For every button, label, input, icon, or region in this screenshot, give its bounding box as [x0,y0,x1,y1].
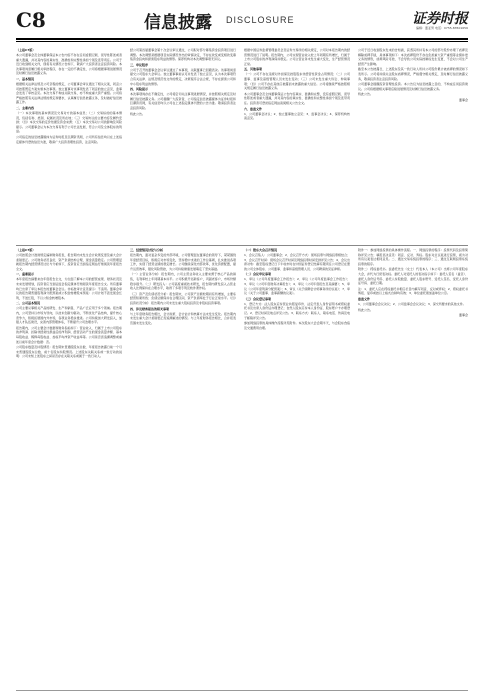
paragraph: 根据相关法律法规及公司章程的规定，公司董事会审议通过了相关议案，同意公司按照既定方案实施本次事项。独立董事对该事项发表了同意的独立意见，监事会发表了审核意见。本次交易不构成关联交易，亦不构成重大资产重组。公司将严格按照有关法律法规的规定和要求，认真履行信息披露义务，及时做好信息披露工作。 [16,81,122,105]
edition-meta: 编辑：董亚男 电话：0755-83501656 [416,26,468,30]
page-number: C8 [16,8,46,32]
paragraph: 本公司董事会及全体董事保证公告内容真实、准确和完整，没有虚假记载、误导性陈述或者重大遗漏，并对其内容的真实性、准确性和完整性承担个别及连带责任。投资者可登录指定网站查阅相关公告全文。 [244,91,350,105]
paragraph: 特此公告。 [358,307,374,312]
paragraph: 参加网络投票的具体操作流程详见附件。本次股东大会会期半天，与会股东食宿及交通费用自理。 [244,321,350,330]
section-heading: 一、基本情况 [16,76,35,81]
section-heading: （二）会议审议事项 [244,272,272,277]
signature: 董事会 [458,97,468,102]
paragraph: （一）本次事项的基本情况及交易对方的基本信息；（二）交易标的的基本情况，包括名称、类别、权属状况及所在地；（三）交易协议的主要内容及履约安排；（四）本次交易的定价依据及资金来源；（五）本次交易对公司的影响及风险提示。公司董事会认为本次交易有利于公司长远发展，符合公司及全体股东的利益。 [16,110,122,134]
paragraph: （三）资产及负债状况分析：报告期末，公司资产总额较期初有所增加，主要系经营积累所致；负债总额保持在合理区间，资产负债率处于行业正常水平。（四）投资状况分析：报告期内公司未发生重大股权投资及非股权投资事项。 [130,291,236,305]
paragraph: 公司于召开的董事会会议审议通过了本事项，关联董事已回避表决。该事项尚需提交公司股东大会审议。独立董事事前认可并发表了独立意见，认为本次事项符合有关法律、法规及规范性文件的规定，决策程序合法合规，不存在损害公司和中小股东利益的情形。 [130,67,236,86]
paragraph: 1、会议召集人：公司董事会；2、会议召开方式：现场投票与网络投票相结合；3、会议召开时间：现场会议召开时间及网络投票时间安排详见公告；4、会议出席对象：截至股权登记日下午收市时在中国证券登记结算有限责任公司登记在册的公司全体股东、公司董事、监事和高级管理人员、公司聘请的见证律师。 [244,253,350,271]
paragraph: 1、公司董事会决议；2、独立董事独立意见；3、监事会决议；4、保荐机构核查意见。 [244,111,350,121]
paragraph: （一）公司不存在违规对外担保及控股股东非经营性资金占用情况；（二）公司董事、监事及高级管理人员未发生变动；（三）公司未发生重大诉讼、仲裁事项；（四）公司不存在其他应披露而未披露的重大信息。公司将继续严格按照相关规定履行信息披露义务。 [244,72,350,91]
paragraph: 经公司第四届董事会第十次会议审议通过，公司拟对部分募集资金投资项目进行调整。本次调整是根据项目实际情况作出的审慎决定，不存在改变或变相改变募集资金投向和损害股东利益的情形。保荐机构对本次调整事项无异议。 [130,48,236,62]
column [358,48,468,244]
block-divider [16,245,468,246]
section-heading: （一）股东大会召开情况 [244,248,278,252]
section-heading: 三、经营情况讨论与分析 [130,248,164,252]
section-heading: 四、风险提示 [130,87,149,92]
section-heading: 五、其他事项 [244,67,263,72]
column [16,48,122,244]
signature: 董事会 [458,313,468,318]
section-heading: 四、涉及财务报告的相关事项 [130,306,170,311]
newspaper-logo: 证券时报 [412,11,468,27]
paragraph: 公司董事会提醒投资者理性投资。本公告仅为信息披露之目的，不构成任何投资建议。公司将根据相关事项后续进展情况及时履行信息披露义务。 [358,82,468,91]
section-heading: 六、备查文件 [244,106,263,111]
paragraph: 1、登记方式：法人股东应持营业执照复印件、法定代表人身份证明书或授权委托书及出席人身份证办理登记；自然人股东应持本人身份证、股东账户卡办理登记。2、登记时间及地点详见公告。3、联系方式：联系人、联系电话、传真及电子邮箱详见公告。 [244,301,350,320]
paragraph: 本年度报告摘要来自年度报告全文，为全面了解本公司的经营成果、财务状况及未来发展规划，投资者应当到证监会指定媒体仔细阅读年度报告全文。所有董事均已出席了审议本报告的董事会会议。非标准审计意见提示：不适用。董事会审议的报告期普通股利润分配预案或公积金转增股本预案：公司计划不派发现金红利，不送红股，不以公积金转增股本。 [16,277,122,300]
paragraph: 附件一：参加网络投票的具体操作流程。一、网络投票的程序：投票代码及投票简称详见公告；填报表决意见：同意、反对、弃权。股东对总议案进行投票，视为对所有议案表达相同意见。二、通过交易系统投票的程序；三、通过互联网投票系统投票的程序。 [358,248,468,266]
paragraph: （一）主营业务分析：报告期内，公司主营业务收入主要来源于核心产品的销售，毛利率较上年同期基本持平。公司积极开拓新客户，巩固老客户，市场份额稳步提升。（二）研发投入：公司高度重视技术研发，报告期内研发投入占营业收入比例保持在合理水平，取得了多项专利及软件著作权。 [130,272,236,291]
masthead [16,8,468,38]
continuation-tag: （上接C7版） [16,248,36,252]
paragraph: 公司指定的信息披露媒体为证券时报及巨潮资讯网，公司所有信息均以在上述指定媒体刊登的信息为准，敬请广大投资者理性投资，注意风险。 [16,134,122,144]
paragraph: 1、公司董事会会议决议；2、公司监事会会议决议；3、深交所要求的其他文件。 [358,301,466,306]
announcement-block-top [16,48,468,244]
section-heading: 一、重要提示 [16,272,35,277]
paragraph: 1、审议《公司年度董事会工作报告》；2、审议《公司年度监事会工作报告》；3、审议《公司年度财务决算报告》；4、审议《公司年度报告及其摘要》；5、审议《公司年度利润分配预案》；6、审议《关于续聘会计师事务所的议案》；7、审议《关于公司董事、监事薪酬的议案》。 [244,277,350,296]
footer-rule [16,690,468,691]
paragraph: 附件二：授权委托书。兹委托先生（女士）代表本人（本公司）出席公司年度股东大会，并代为行使表决权。委托人对受托人的表决指示如下：委托人签名（盖章）、委托人身份证号码、委托人持股数量、委托人股东账号、受托人签名、受托人身份证号码、委托日期。 [358,267,468,286]
section-heading: 三、审议程序 [130,62,149,67]
paragraph: 公司于近日收到股东发来的告知函，获悉其所持有本公司的部分股份办理了质押及解除质押手续，具体事项如下：本次质押股份不存在负担重大资产重组等业绩补偿义务的情形，质押风险可控，不会导致公司实际控制权发生变更，不会对公司生产经营产生影响。 [358,48,468,66]
paragraph: 本公司董事会及全体董事保证本公告内容不存在任何虚假记载、误导性陈述或者重大遗漏，并对其内容的真实性、准确性和完整性承担个别及连带责任。公司于近日收到相关文件，现将有关情况公告如下，敬请广大投资者注意投资风险。本次事项尚需履行相关审批程序，存在一定的不确定性，公司将根据事项进展情况及时履行信息披露义务。 [16,53,122,76]
paragraph: 特此公告。 [358,92,374,97]
paragraph: 报告期内，面对复杂多变的外部环境，公司管理层在董事会的领导下，紧紧围绕年度经营目标，积极应对市场变化，坚持稳中求进的工作总基调，扎实推进各项工作，实现了经营业绩的稳定增长。公司继续深化内部改革，优化资源配置，提升运营效率，强化风险管控，为公司持续健康发展奠定了坚实基础。 [130,253,236,271]
paragraph: 特此公告。 [130,111,146,116]
continuation-tag: （上接C7版） [16,48,36,52]
paragraph: 与上年度财务报告相比，会计政策、会计估计和核算方法未发生变化。报告期内未发生重大会计差错更正需追溯重述的情况。与上年度财务报告相比，合并报表范围未发生变化。 [130,311,236,325]
paragraph: 注：1、委托人应在授权委托书相应栏目内填写同意、反对或弃权；2、授权委托书剪报、复印或按以上格式自制均有效；3、单位委托须加盖单位公章。 [358,286,468,296]
paragraph: 公司按照会计准则规定编制财务报表，报告期内未发生会计政策变更及重大会计差错更正。公司财务状况良好，资产负债结构合理，现金流量稳定。公司管理层就报告期内经营情况讨论与分析如下，投资者应当到指定网站仔细阅读年度报告全文。 [16,253,122,271]
column [358,248,468,688]
section-heading: 备查文件 [358,296,371,301]
column [16,248,122,688]
masthead-rule [16,38,468,40]
column [130,48,236,244]
paragraph: 根据中国证券监督管理委员会及证券交易所的相关规定，公司对本报告期内的经营情况进行了说明。报告期内，公司实现营业收入较上年同期有所增长，归属于上市公司股东的净利润保持稳定。公司主营业务未发生重大变化，生产经营情况正常。 [244,48,350,66]
paragraph: 公司股东数量及持股情况：报告期末普通股股东总数、年度报告披露日前一个月末普通股股东总数、前十名股东持股情况。上述股东关联关系或一致行动的说明：公司未知上述股东之间是否存在关联关系或属于一致行动人。 [16,345,122,359]
paragraph: 截至本公告披露日，上述股东及其一致行动人所持公司股份累计被质押的情况如下表所示。公司将持续关注股东质押情况，严格遵守相关规定，及时履行信息披露义务，敬请投资者注意投资风险。 [358,67,468,81]
paragraph: 报告期内，公司主要会计数据和财务指标如下：营业收入、归属于上市公司股东的净利润、扣除非经常性损益后的净利润、经营活动产生的现金流量净额、基本每股收益、稀释每股收益、加权平均净资产收益率等。公司是否需追溯调整或重述以前年度会计数据：否。 [16,325,122,344]
section-heading: 二、公司基本情况 [16,301,41,306]
section-heading: （三）会议登记事项 [244,296,272,301]
column [130,248,236,688]
section-heading: 二、主要内容 [16,105,35,110]
masthead-rule-thin [16,41,468,42]
announcement-block-bottom [16,248,468,688]
column [244,248,350,688]
section-title: 信息披露 [144,13,212,33]
column [244,48,350,244]
paragraph: 本次事项尚存在不确定性，公司将密切关注事项进展情况，并按照相关规定及时履行信息披露义务。公司提醒广大投资者，公司指定信息披露媒体为证券时报和巨潮资讯网，有关信息均以公司在上述指定媒体刊登的公告为准。敬请投资者注意投资风险。 [130,92,236,110]
paragraph: 公司主要从事相关产品的研发、生产和销售，产品广泛应用于多个领域。报告期内，公司坚持以市场为导向，以技术创新为驱动，不断优化产品结构，提升核心竞争力，积极拓展国内外市场，各项业务稳步推进。公司持续加大研发投入，加强人才队伍建设，完善内部管理体系，不断提升公司治理水平。 [16,306,122,325]
section-title-en: DISCLOSURE [226,15,295,25]
